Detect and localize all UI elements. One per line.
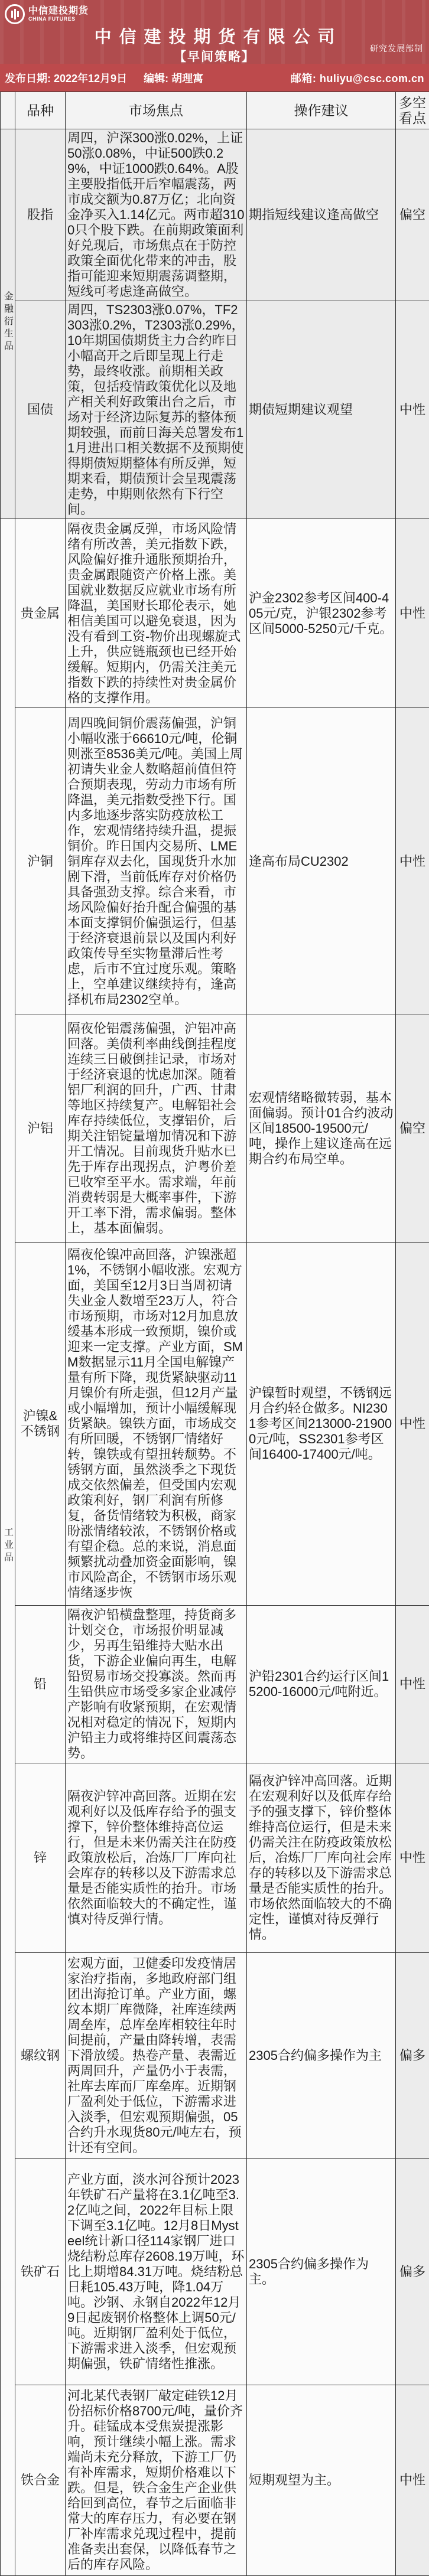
variety-cell: 贵金属 (15, 519, 66, 708)
logo-name-en: CHINA FUTURES (28, 17, 89, 22)
focus-cell: 隔夜伦镍冲高回落，沪镍涨超1%，不锈钢小幅收涨。宏观方面，美国至12月3日当周初请失业金人数增至23万人，符合市场预期，市场对12月加息放缓基本形成一致预期，镍价或迎来一定支撑。产业方面，SMM数据显示11月全国电解镍产量有所下降，现货紧缺驱动11月镍价有所走强，但12月产量或小幅增加，预计小幅缓解现货紧缺。镍铁方面，市场成交有所回暖，不锈钢厂情绪好转，镍铁或有望扭转颓势。不锈钢方面，虽然淡季之下现货成交依然偏差，但受国内宏观政策利好，钢厂利润有所修复，备货情绪较为积极，商家盼涨情绪较浓，不锈钢价格或有望企稳。总的来说，消息面频繁扰动叠加资金面影响，镍市风险高企，不锈钢市场乐观情绪逐步恢 (66, 1243, 247, 1606)
advice-cell: 2305合约偏多操作为主。 (247, 2159, 396, 2385)
group-label: 金融衍生品 (1, 291, 15, 353)
advice-cell: 短期观望为主。 (247, 2385, 396, 2576)
focus-cell: 产业方面，淡水河谷预计2023年铁矿石产量将在3.1亿吨至3.2亿吨之间，2022年目标上限下调至3.1亿吨。12月8日Mysteel统计新口径114家钢厂进口烧结粉总库存2608.19万吨，环比上期增84.31万吨。烧结粉总日耗105.43万吨，降1.04万吨。沙钢、永钢自2022年12月9日起废钢价格整体上调50元/吨。近期钢厂盈利处于低位，下游需求进入淡季，但宏观预期偏强，铁矿情绪性推涨。 (66, 2159, 247, 2385)
view-cell: 偏多 (396, 1953, 429, 2159)
variety-cell: 铁矿石 (15, 2159, 66, 2385)
view-cell: 中性 (396, 301, 429, 519)
focus-cell: 宏观方面，卫健委印发疫情居家治疗指南，多地政府部门组团出海抢订单。产业方面，螺纹本期厂库微降，社库连续两周垒库，总库垒库相较往年时间提前，产量由降转增，表需下滑放缓。热卷产量、表需近两周回升，产量仍小于表需，社库去库而厂库垒库。近期钢厂盈利处于低位，下游需求进入淡季，但宏观预期偏强，05合约升水现货80元/吨左右，预计还有空间。 (66, 1953, 247, 2159)
view-cell: 偏空 (396, 129, 429, 301)
view-cell: 中性 (396, 708, 429, 1015)
view-cell: 中性 (396, 2385, 429, 2576)
focus-cell: 隔夜贵金属反弹，市场风险情绪有所改善，美元指数下跌，风险偏好推升通胀预期抬升，贵金属跟随资产价格上涨。美国就业数据反应就业市场有所降温，美国财长耶伦表示，她相信美国可以避免衰退，因为没有看到工资-物价出现螺旋式上升，供应链瓶颈也已经开始缓解。短期内，仍需关注美元指数下跌的持续性对贵金属价格的支撑作用。 (66, 519, 247, 708)
contact-email: 邮箱: huliyu@csc.com.cn (291, 70, 424, 86)
variety-cell: 股指 (15, 129, 66, 301)
view-cell: 中性 (396, 519, 429, 708)
strategy-table (0, 92, 429, 2576)
focus-cell: 周四晚间铜价震荡偏强，沪铜小幅收涨于66610元/吨，伦铜则涨至8536美元/吨。美国上周初请失业金人数略超前值但符合预期表现，劳动力市场有所降温，美元指数受挫下行。国内多地逐步落实防疫放松工作，宏观情绪持续升温，提振铜价。昨日国内交易所、LME铜库存双去化，国现货升水加剧下滑，当前低库存对价格仍具备强劲支撑。综合来看，市场风险偏好抬升配合偏强的基本面支撑铜价偏强运行，但基于经济衰退前景以及国内利好政策传导至实物量滞后性考虑，后市不宜过度乐观。策略上，空单建议继续持有，逢高择机布局2302空单。 (66, 708, 247, 1015)
group-cell-financial-derivatives (1, 129, 15, 519)
advice-cell: 沪金2302参考区间400-405元/克，沪银2302参考区间5000-5250元/千克。 (247, 519, 396, 708)
focus-cell: 周四，沪深300涨0.02%，上证50涨0.08%，中证500跌0.29%，中证1000跌0.64%。A股主要股指低开后窄幅震荡，两市成交额为0.87万亿；北向资金净买入1.14亿元。两市超3100只个股下跌。在前期政策面利好兑现后，市场焦点在于防控政策全面优化带来的冲击，股指可能迎来短期震荡调整期，短线可考虑逢高做空。 (66, 129, 247, 301)
focus-cell: 隔夜伦铝震荡偏强，沪铝冲高回落。美债利率曲线倒挂程度连续三日破倒挂记录，市场对于经济衰退的忧虑加深。随着铝厂利润的回升，广西、甘肃等地区持续复产。电解铝社会库存持续低位，支撑铝价，后期关注铝锭量增加情况和下游开工情况。目前现货升贴水已先于库存出现拐点，沪粤价差已收窄至平水。需求端，年前消费转弱是大概率事件，下游开工率下滑，需求偏弱。整体上，基本面偏弱。 (66, 1015, 247, 1243)
advice-cell: 2305合约偏多操作为主 (247, 1953, 396, 2159)
variety-cell: 国债 (15, 301, 66, 519)
table-row (1, 2385, 429, 2576)
table-row (1, 301, 429, 519)
table-row (1, 708, 429, 1015)
col-header-advice: 操作建议 (247, 92, 396, 129)
table-row (1, 1763, 429, 1953)
view-cell: 中性 (396, 1763, 429, 1953)
focus-cell: 隔夜沪锌冲高回落。近期在宏观利好以及低库存给予的强支撑下，锌价整体维持高位运行，但是未来仍需关注在防疫政策放松后，冶炼厂厂库向社会库存的转移以及下游需求总量是否能实质性的抬升。市场依然面临较大的不确定性，谨慎对待反弹行情。 (66, 1763, 247, 1953)
company-logo (5, 4, 89, 24)
table-row (1, 129, 429, 301)
table-row (1, 1953, 429, 2159)
focus-cell: 隔夜沪铅横盘整理，持货商多计划交仓，市场报价明显减少，另再生铅维持大贴水出货，下游企业偏向再生，电解铅贸易市场交投寡淡。然而再生铅供应市场受多家企业减停产影响有收紧预期，在宏观情况相对稳定的情况下，短期内沪铅主力或将维持区间震荡态势。 (66, 1606, 247, 1763)
view-cell: 偏多 (396, 2159, 429, 2385)
focus-cell: 周四，TS2303涨0.07%，TF2303涨0.2%，T2303涨0.29%，10年期国债期货主力合约昨日小幅高开之后即呈现上行走势，最终收涨。前期相关政策，包括疫情政策优化以及地产相关利好政策出台之后，市场对于经济边际复苏的整体预期较强，而前日海关总署发布11月进出口相关数据不及预期使得期债短期整体有所反弹，短期来看，期债预计会呈现震荡走势，中期则依然有下行空间。 (66, 301, 247, 519)
table-row (1, 1606, 429, 1763)
table-row (1, 1243, 429, 1606)
col-header-focus: 市场焦点 (66, 92, 247, 129)
meta-bar (0, 64, 429, 92)
group-column-header (1, 92, 15, 129)
variety-cell: 螺纹钢 (15, 1953, 66, 2159)
advice-cell: 逢高布局CU2302 (247, 708, 396, 1015)
variety-cell: 沪镍&不锈钢 (15, 1243, 66, 1606)
report-subtitle: 【早间策略】 (0, 47, 429, 64)
view-cell: 中性 (396, 1606, 429, 1763)
advice-cell: 宏观情绪略微转弱，基本面偏弱。预计01合约波动区间18500-19500元/吨，操作上建议逢高在远期合约布局空单。 (247, 1015, 396, 1243)
advice-cell: 期债短期建议观望 (247, 301, 396, 519)
table-row (1, 2159, 429, 2385)
advice-cell: 期指短线建议逢高做空 (247, 129, 396, 301)
report-title: 中信建投期货有限公司 (0, 24, 429, 48)
editor-name: 编辑: 胡理寓 (144, 70, 203, 86)
variety-cell: 锌 (15, 1763, 66, 1953)
logo-name-cn: 中信建投期货 (28, 6, 89, 17)
advice-cell: 隔夜沪锌冲高回落。近期在宏观利好以及低库存给予的强支撑下，锌价整体维持高位运行，但是未来仍需关注在防疫政策放松后，冶炼厂厂库向社会库存的转移以及下游需求总量是否能实质性的抬升。市场依然面临较大的不确定性，谨慎对待反弹行情。 (247, 1763, 396, 1953)
variety-cell: 铅 (15, 1606, 66, 1763)
report-banner (0, 0, 429, 64)
variety-cell: 沪铜 (15, 708, 66, 1015)
advice-cell: 沪铅2301合约运行区间15200-16000元/吨附近。 (247, 1606, 396, 1763)
col-header-variety: 品种 (15, 92, 66, 129)
variety-cell: 铁合金 (15, 2385, 66, 2576)
group-cell-industrial-products (1, 519, 15, 2576)
focus-cell: 河北某代表钢厂敲定硅铁12月份招标价格8700元/吨，量价齐升。硅锰成本受焦炭提涨影响，预计继续小幅上涨。需求端尚未充分释放，下游工厂仍有补库需求，短期价格难以下跌。但是，铁合金生产企业供给回到高位，春节之后面临非常大的库存压力，有必要在钢厂补库需求兑现过程中，提前准备卖出套保，以降低春节之后的库存风险。 (66, 2385, 247, 2576)
company-logo-text (28, 6, 89, 22)
view-cell: 中性 (396, 1243, 429, 1606)
report-credit: 研究发展部制 (370, 43, 423, 54)
group-label: 工业品 (1, 1527, 15, 1564)
view-cell: 偏空 (396, 1015, 429, 1243)
table-row (1, 519, 429, 708)
table-row (1, 1015, 429, 1243)
col-header-view: 多空看点 (396, 92, 429, 129)
variety-cell: 沪铝 (15, 1015, 66, 1243)
company-logo-icon (5, 4, 25, 24)
advice-cell: 沪镍暂时观望，不锈钢远月合约轻仓做多。NI2301参考区间213000-219000元/吨，SS2301参考区间16400-17400元/吨。 (247, 1243, 396, 1606)
publish-date: 发布日期: 2022年12月9日 (5, 70, 127, 86)
table-header-row (1, 92, 429, 129)
